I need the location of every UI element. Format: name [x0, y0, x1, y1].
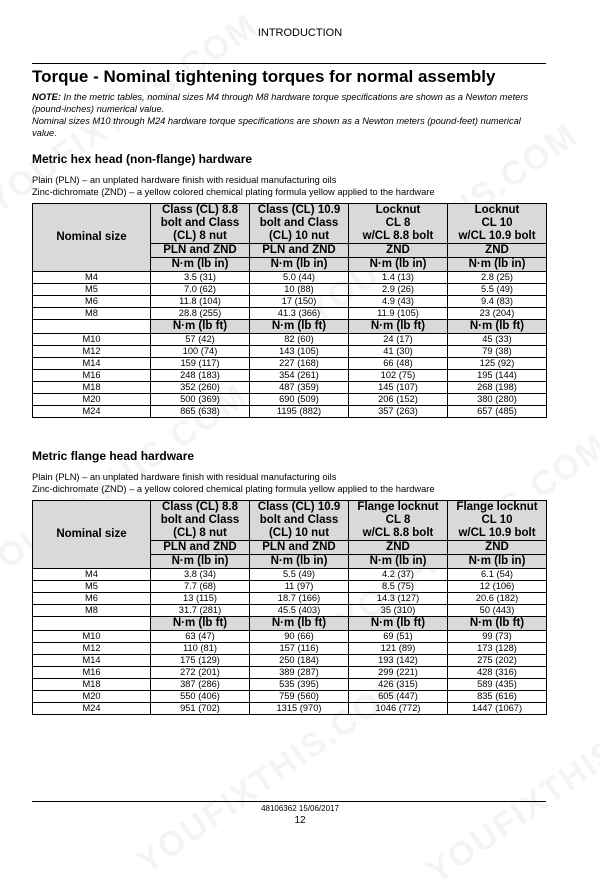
header-row [33, 501, 547, 541]
torque-value-cell: 227 (168) [250, 358, 349, 370]
nominal-size-cell: M18 [33, 382, 151, 394]
column-header-line: w/CL 8.8 bolt [362, 230, 434, 242]
torque-value-cell: 13 (115) [151, 593, 250, 605]
unit-label: N·m (lb in) [448, 258, 547, 272]
nominal-size-cell: M12 [33, 346, 151, 358]
finish-label: PLN and ZND [250, 244, 349, 258]
unit-label: N·m (lb in) [250, 555, 349, 569]
finish-label: ZND [349, 244, 448, 258]
unit-label: N·m (lb in) [250, 258, 349, 272]
torque-value-cell: 35 (310) [349, 605, 448, 617]
torque-value-cell: 41.3 (366) [250, 308, 349, 320]
torque-value-cell: 193 (142) [349, 655, 448, 667]
section-heading-flange: Metric flange head hardware [32, 449, 195, 463]
torque-value-cell: 6.1 (54) [448, 569, 547, 581]
torque-value-cell: 99 (73) [448, 631, 547, 643]
torque-value-cell: 272 (201) [151, 667, 250, 679]
column-header-line: CL 8 [385, 514, 411, 526]
torque-value-cell: 1447 (1067) [448, 703, 547, 715]
unit-label: N·m (lb ft) [349, 617, 448, 631]
column-header-line: bolt and Class [160, 514, 240, 526]
torque-value-cell: 45.5 (403) [250, 605, 349, 617]
torque-value-cell: 5.5 (49) [448, 284, 547, 296]
torque-value-cell: 1315 (970) [250, 703, 349, 715]
table-row [33, 334, 547, 346]
page-header: INTRODUCTION [257, 27, 343, 39]
torque-value-cell: 100 (74) [151, 346, 250, 358]
torque-value-cell: 14.3 (127) [349, 593, 448, 605]
torque-value-cell: 951 (702) [151, 703, 250, 715]
torque-value-cell: 66 (48) [349, 358, 448, 370]
nominal-size-cell: M18 [33, 679, 151, 691]
nominal-size-cell: M5 [33, 284, 151, 296]
column-header-2 [250, 204, 349, 244]
finish-label: ZND [349, 541, 448, 555]
unit-label: N·m (lb in) [349, 258, 448, 272]
nominal-size-cell: M16 [33, 370, 151, 382]
nominal-size-cell: M5 [33, 581, 151, 593]
table-row [33, 284, 547, 296]
torque-value-cell: 143 (105) [250, 346, 349, 358]
torque-value-cell: 1046 (772) [349, 703, 448, 715]
nominal-size-header: Nominal size [33, 501, 151, 569]
finish-label: PLN and ZND [250, 541, 349, 555]
unit-label: N·m (lb ft) [250, 320, 349, 334]
table-row [33, 655, 547, 667]
nominal-size-cell: M14 [33, 358, 151, 370]
column-header-line: w/CL 10.9 bolt [458, 527, 536, 539]
footer-doc-id: 48106362 15/06/2017 [261, 804, 339, 813]
unit-label: N·m (lb in) [151, 555, 250, 569]
note-line-1 [32, 91, 546, 115]
torque-value-cell: 11.8 (104) [151, 296, 250, 308]
torque-value-cell: 17 (150) [250, 296, 349, 308]
table-row [33, 308, 547, 320]
torque-value-cell: 865 (638) [151, 406, 250, 418]
torque-value-cell: 50 (443) [448, 605, 547, 617]
torque-value-cell: 550 (406) [151, 691, 250, 703]
column-header-3 [349, 204, 448, 244]
column-header-line: (CL) 8 nut [173, 230, 227, 242]
column-header-line: Class (CL) 8.8 [161, 204, 239, 216]
table-row [33, 581, 547, 593]
torque-value-cell: 7.7 (68) [151, 581, 250, 593]
torque-value-cell: 121 (89) [349, 643, 448, 655]
column-header-line: Class (CL) 10.9 [257, 501, 341, 513]
table-row [33, 569, 547, 581]
column-header-line: CL 8 [385, 217, 411, 229]
torque-value-cell: 41 (30) [349, 346, 448, 358]
section-desc-znd: Zinc-dichromate (ZND) – a yellow colored chemical plating formula yellow applied to the hardware [32, 484, 435, 494]
torque-value-cell: 352 (260) [151, 382, 250, 394]
unit-label: N·m (lb ft) [151, 617, 250, 631]
column-header-line: Class (CL) 8.8 [161, 501, 239, 513]
torque-value-cell: 7.0 (62) [151, 284, 250, 296]
torque-value-cell: 1195 (882) [250, 406, 349, 418]
unit-label: N·m (lb in) [448, 555, 547, 569]
nominal-size-cell: M12 [33, 643, 151, 655]
column-header-line: w/CL 10.9 bolt [458, 230, 536, 242]
unit-label: N·m (lb in) [151, 258, 250, 272]
nominal-size-cell: M6 [33, 296, 151, 308]
section-desc-pln: Plain (PLN) – an unplated hardware finish with residual manufacturing oils [32, 175, 337, 185]
note-line-2 [32, 115, 546, 139]
column-header-line: (CL) 8 nut [173, 527, 227, 539]
column-header-line: bolt and Class [160, 217, 240, 229]
section-desc-pln: Plain (PLN) – an unplated hardware finish with residual manufacturing oils [32, 472, 337, 482]
unit-spacer [33, 617, 151, 631]
finish-label: PLN and ZND [151, 541, 250, 555]
column-header-line: Locknut [474, 204, 520, 216]
table-row [33, 370, 547, 382]
table-row [33, 691, 547, 703]
nominal-size-cell: M16 [33, 667, 151, 679]
torque-value-cell: 275 (202) [448, 655, 547, 667]
note-text-2: Nominal sizes M10 through M24 hardware torque specifications are shown as a Newton meters (pound-feet) numerical value. [32, 116, 521, 138]
nominal-size-cell: M4 [33, 272, 151, 284]
torque-value-cell: 157 (116) [250, 643, 349, 655]
torque-value-cell: 45 (33) [448, 334, 547, 346]
torque-value-cell: 23 (204) [448, 308, 547, 320]
torque-value-cell: 535 (395) [250, 679, 349, 691]
column-header-1 [151, 501, 250, 541]
torque-value-cell: 173 (128) [448, 643, 547, 655]
torque-value-cell: 387 (286) [151, 679, 250, 691]
unit-label: N·m (lb ft) [250, 617, 349, 631]
table-row [33, 346, 547, 358]
torque-value-cell: 299 (221) [349, 667, 448, 679]
column-header-line: CL 10 [481, 514, 513, 526]
section-heading-hex: Metric hex head (non-flange) hardware [32, 152, 253, 166]
column-header-line: bolt and Class [259, 514, 339, 526]
nominal-size-cell: M8 [33, 605, 151, 617]
finish-label: PLN and ZND [151, 244, 250, 258]
torque-value-cell: 24 (17) [349, 334, 448, 346]
page-title: Torque - Nominal tightening torques for normal assembly [32, 67, 496, 86]
header-rule [32, 63, 546, 64]
nominal-size-cell: M20 [33, 691, 151, 703]
finish-label: ZND [448, 244, 547, 258]
table-row [33, 272, 547, 284]
torque-value-cell: 428 (316) [448, 667, 547, 679]
torque-value-cell: 12 (106) [448, 581, 547, 593]
nominal-size-cell: M14 [33, 655, 151, 667]
torque-value-cell: 357 (263) [349, 406, 448, 418]
torque-value-cell: 2.8 (25) [448, 272, 547, 284]
column-header-line: w/CL 8.8 bolt [362, 527, 434, 539]
footer-rule [32, 801, 546, 802]
table-row [33, 593, 547, 605]
header-row [33, 204, 547, 244]
torque-value-cell: 500 (369) [151, 394, 250, 406]
unit-label: N·m (lb ft) [448, 320, 547, 334]
column-header-1 [151, 204, 250, 244]
unit-spacer [33, 320, 151, 334]
column-header-line: (CL) 10 nut [268, 230, 330, 242]
column-header-line: (CL) 10 nut [268, 527, 330, 539]
torque-value-cell: 195 (144) [448, 370, 547, 382]
table-row [33, 643, 547, 655]
unit-row [33, 617, 547, 631]
nominal-size-cell: M8 [33, 308, 151, 320]
nominal-size-cell: M20 [33, 394, 151, 406]
torque-value-cell: 18.7 (166) [250, 593, 349, 605]
column-header-4 [448, 204, 547, 244]
torque-value-cell: 145 (107) [349, 382, 448, 394]
column-header-3 [349, 501, 448, 541]
torque-value-cell: 159 (117) [151, 358, 250, 370]
torque-value-cell: 10 (88) [250, 284, 349, 296]
torque-value-cell: 79 (38) [448, 346, 547, 358]
torque-value-cell: 69 (51) [349, 631, 448, 643]
footer-page-number: 12 [294, 815, 306, 826]
torque-value-cell: 3.5 (31) [151, 272, 250, 284]
unit-label: N·m (lb ft) [151, 320, 250, 334]
column-header-line: Class (CL) 10.9 [257, 204, 341, 216]
torque-value-cell: 835 (616) [448, 691, 547, 703]
note-text-1: In the metric tables, nominal sizes M4 through M8 hardware torque specifications are shown as a Newton meters (pound-inches) numerical value. [32, 92, 529, 114]
finish-label: ZND [448, 541, 547, 555]
torque-value-cell: 354 (261) [250, 370, 349, 382]
column-header-line: Flange locknut [357, 501, 439, 513]
column-header-line: bolt and Class [259, 217, 339, 229]
torque-value-cell: 3.8 (34) [151, 569, 250, 581]
torque-value-cell: 380 (280) [448, 394, 547, 406]
torque-value-cell: 31.7 (281) [151, 605, 250, 617]
column-header-line: Locknut [375, 204, 421, 216]
torque-value-cell: 426 (315) [349, 679, 448, 691]
nominal-size-cell: M4 [33, 569, 151, 581]
nominal-size-cell: M24 [33, 703, 151, 715]
table-row [33, 382, 547, 394]
torque-value-cell: 82 (60) [250, 334, 349, 346]
table-row [33, 667, 547, 679]
torque-value-cell: 90 (66) [250, 631, 349, 643]
torque-value-cell: 487 (359) [250, 382, 349, 394]
torque-value-cell: 63 (47) [151, 631, 250, 643]
torque-value-cell: 110 (81) [151, 643, 250, 655]
torque-value-cell: 175 (129) [151, 655, 250, 667]
torque-value-cell: 389 (287) [250, 667, 349, 679]
torque-value-cell: 57 (42) [151, 334, 250, 346]
torque-value-cell: 657 (485) [448, 406, 547, 418]
column-header-4 [448, 501, 547, 541]
unit-label: N·m (lb ft) [349, 320, 448, 334]
column-header-line: Flange locknut [456, 501, 538, 513]
torque-value-cell: 268 (198) [448, 382, 547, 394]
torque-value-cell: 125 (92) [448, 358, 547, 370]
torque-value-cell: 206 (152) [349, 394, 448, 406]
torque-table-flange [32, 500, 547, 715]
column-header-line: CL 10 [481, 217, 513, 229]
torque-value-cell: 589 (435) [448, 679, 547, 691]
unit-label: N·m (lb in) [349, 555, 448, 569]
torque-value-cell: 248 (183) [151, 370, 250, 382]
column-header-2 [250, 501, 349, 541]
torque-value-cell: 4.9 (43) [349, 296, 448, 308]
unit-row [33, 320, 547, 334]
section-desc-znd: Zinc-dichromate (ZND) – a yellow colored chemical plating formula yellow applied to the hardware [32, 187, 435, 197]
table-row [33, 631, 547, 643]
nominal-size-cell: M10 [33, 631, 151, 643]
torque-value-cell: 20.6 (182) [448, 593, 547, 605]
table-row [33, 358, 547, 370]
torque-value-cell: 5.0 (44) [250, 272, 349, 284]
table-row [33, 605, 547, 617]
torque-table-hex [32, 203, 547, 418]
nominal-size-cell: M6 [33, 593, 151, 605]
unit-label: N·m (lb ft) [448, 617, 547, 631]
torque-value-cell: 5.5 (49) [250, 569, 349, 581]
torque-value-cell: 102 (75) [349, 370, 448, 382]
table-row [33, 394, 547, 406]
table-row [33, 679, 547, 691]
torque-value-cell: 690 (509) [250, 394, 349, 406]
torque-value-cell: 11.9 (105) [349, 308, 448, 320]
table-row [33, 296, 547, 308]
table-row [33, 703, 547, 715]
torque-value-cell: 250 (184) [250, 655, 349, 667]
torque-value-cell: 9.4 (83) [448, 296, 547, 308]
torque-value-cell: 2.9 (26) [349, 284, 448, 296]
torque-value-cell: 11 (97) [250, 581, 349, 593]
nominal-size-cell: M24 [33, 406, 151, 418]
torque-value-cell: 28.8 (255) [151, 308, 250, 320]
note-label: NOTE: [32, 92, 61, 102]
torque-value-cell: 1.4 (13) [349, 272, 448, 284]
torque-value-cell: 4.2 (37) [349, 569, 448, 581]
torque-value-cell: 605 (447) [349, 691, 448, 703]
table-row [33, 406, 547, 418]
nominal-size-cell: M10 [33, 334, 151, 346]
torque-value-cell: 8.5 (75) [349, 581, 448, 593]
torque-value-cell: 759 (560) [250, 691, 349, 703]
nominal-size-header: Nominal size [33, 204, 151, 272]
